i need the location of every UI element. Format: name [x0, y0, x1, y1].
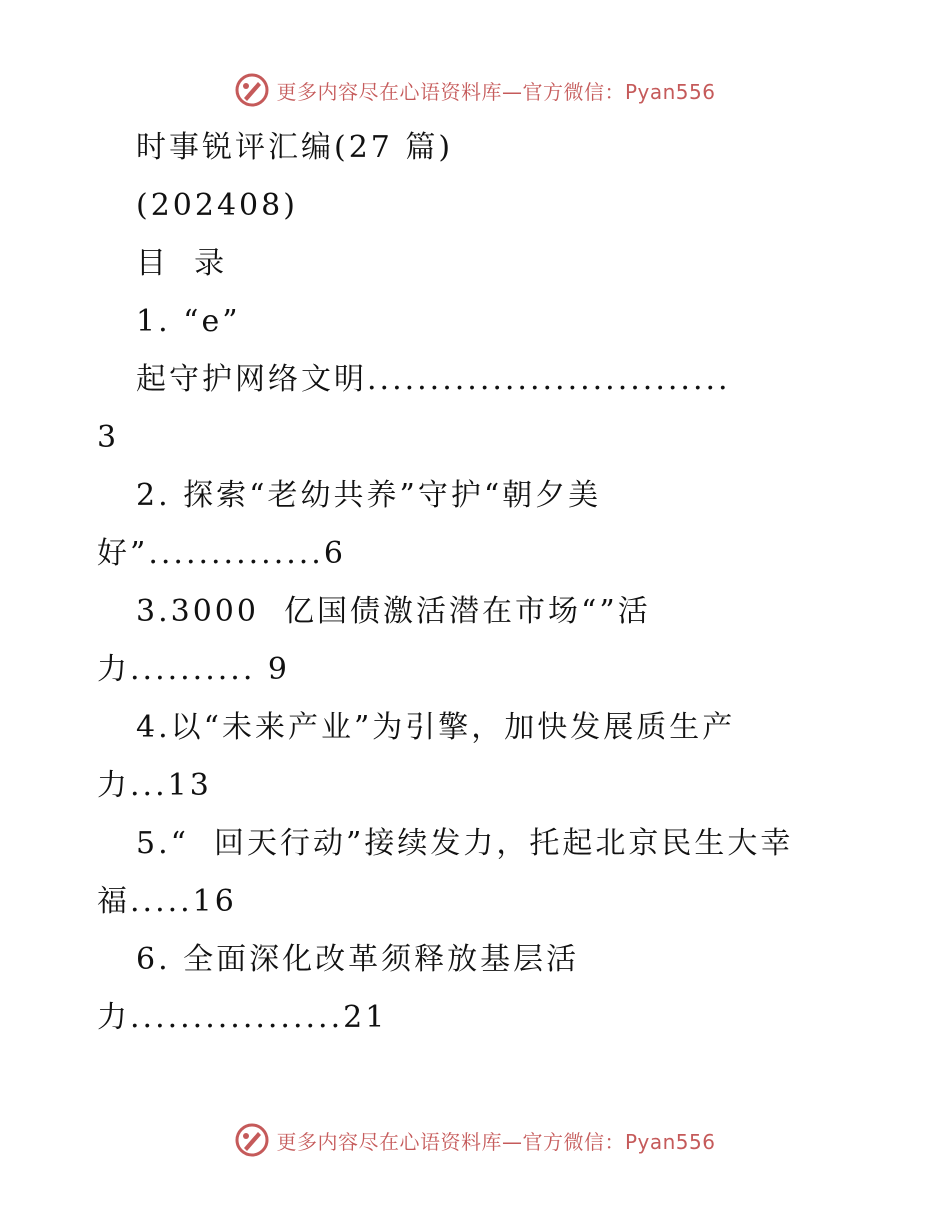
toc-line: 2. 探索“老幼共养”守护“朝夕美 [136, 478, 602, 513]
document-title: 时事锐评汇编(27 篇) [136, 130, 454, 165]
banner-text: 更多内容尽在心语资料库—官方微信：Pyan556 [276, 1129, 716, 1154]
header-banner [0, 72, 950, 108]
toc-line: 起守护网络文明............................. [136, 362, 731, 397]
toc-line: 福.....16 [97, 884, 237, 919]
pen-logo-icon [234, 72, 270, 108]
toc-page-number: 3 [97, 420, 120, 455]
toc-line: 4.以“未来产业”为引擎，加快发展质生产 [136, 710, 736, 745]
toc-line: 力.......... 9 [97, 652, 290, 687]
toc-line: 力...13 [97, 768, 212, 803]
toc-line: 6. 全面深化改革须释放基层活 [136, 942, 580, 977]
toc-line: 力.................21 [97, 1000, 388, 1035]
toc-line: 5.“ 回天行动”接续发力，托起北京民生大幸 [136, 826, 794, 861]
toc-line: 3.3000 亿国债激活潜在市场“”活 [136, 594, 651, 629]
footer-banner [0, 1122, 950, 1158]
toc-heading: 目 录 [136, 246, 228, 281]
pen-logo-icon [234, 1122, 270, 1158]
banner-text: 更多内容尽在心语资料库—官方微信：Pyan556 [276, 79, 716, 104]
toc-line: 1. “e” [136, 304, 241, 339]
document-date: (202408) [136, 188, 298, 223]
toc-line: 好”..............6 [97, 536, 346, 571]
